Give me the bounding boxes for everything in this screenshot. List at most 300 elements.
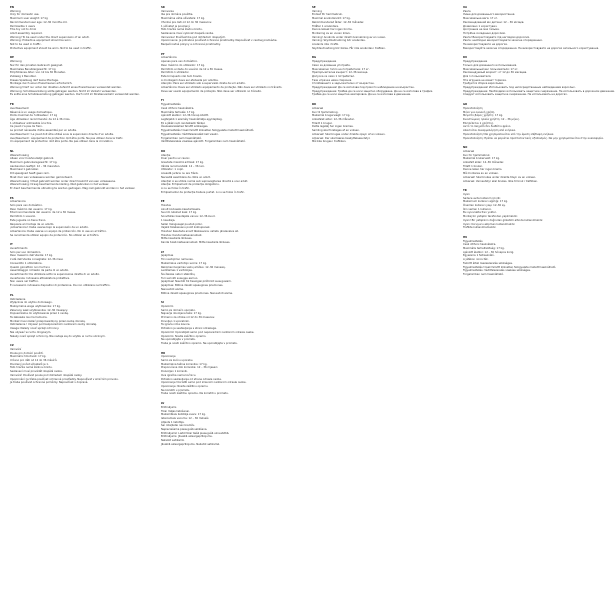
column-2 — [161, 6, 288, 596]
warning-text-line: Varování — [10, 347, 22, 351]
warning-text-line: İzin verilen 1 kullanıcı. — [463, 207, 492, 211]
warning-text-line: Varování! Používat pouze pod dohledem dospělé osoby. — [10, 373, 83, 377]
language-code: FI — [161, 99, 164, 103]
warning-text-line: Προειδοποίηση! Να χρησιμοποιείται υπό την άμεση επίβλεψη ενήλικα. — [463, 132, 555, 136]
warning-text-line: Vhodné pre deti od 12 do 36 mesiacov. — [161, 20, 212, 24]
warning-text-line: Potrebno je sestavljanje s strani odraslega. — [161, 327, 217, 331]
warning-text-line: Advarsel — [312, 106, 324, 110]
warning-text-line: Maksimum kullanıcı ağırlığı: 17 kg. — [463, 200, 508, 204]
warning-block — [161, 6, 288, 47]
warning-text-line: Увага! Використовувати під наглядом дорослих. — [463, 35, 530, 39]
warning-text-line: Upozornění: Je třeba používat ochranné prostředky. Nepoužívat v silničním provozu. — [10, 377, 119, 381]
warning-text-line: Warning: Protective equipment should be worn. — [10, 39, 72, 43]
warning-text-line: Трябва да се носи защитна екипировка. Да не се използва в движение. — [312, 93, 411, 97]
warning-text-line: Kun til hjemmebrug. — [312, 110, 339, 114]
warning-text-line: Preporučena dob korisnika: 12 – 36 mjeseci. — [161, 366, 219, 370]
warning-text-line: Ova igračka nema kočnicu. — [161, 373, 197, 377]
warning-block — [161, 301, 288, 345]
warning-text-line: Maximum gebruikersgewicht: 17 kg. — [10, 161, 58, 165]
warning-block — [10, 294, 137, 338]
warning-text-line: Dette legetøj har ingen bremse. — [312, 125, 354, 129]
warning-text-line: Advertencia — [10, 200, 26, 204]
warning-text-line: Jāvalkā aizsargaprīkojums. Nelietot satiksmē. — [161, 442, 220, 446]
warning-text-line: Advertência: Deve ser utilizado equipamento de proteção. Não deve ser utilizado no trânsito. — [161, 86, 283, 90]
warning-text-line: Maksimal brukervekt: 17 kg. — [463, 157, 500, 161]
warning-text-line: Tillatt 1 bruker. — [463, 164, 483, 168]
warning-text-line: Потрібне складання дорослим. — [463, 31, 506, 35]
language-code: FR — [10, 103, 14, 107]
warning-text-line: Určeno pro děti od 12 do 36 měsíců. — [10, 359, 58, 363]
warning-text-line: A montagem deve ser efetuada por adultos. — [161, 78, 219, 82]
warning-text-line: Legfeljebb 1 személy használhatja egyidejűleg. — [161, 117, 223, 121]
language-code: HR — [161, 351, 166, 355]
warning-text-line: Upozorenje — [161, 355, 176, 359]
warning-text-line: Waarschuwing — [10, 153, 29, 157]
warning-block — [312, 56, 439, 97]
warning-text-line: Šis žaislas neturi stabdžių. — [161, 273, 196, 276]
warning-text-line: Zalecany wiek użytkownika: 12–36 miesięcy. — [10, 308, 68, 312]
warning-text-line: Montaż musi zostać przeprowadzony przez osobę dorosłą. — [10, 319, 86, 323]
warning-text-line: Brīdinājums! Lietot tikai tiešā pieaugušā uzraudzībā. — [161, 431, 230, 435]
language-code: PT — [161, 52, 165, 56]
language-code: SK — [161, 6, 165, 9]
warning-text-line: Maximální hmotnost: 17 kg. — [10, 355, 47, 359]
warning-text-line: Μέγιστο βάρος χρήστη: 17 kg. — [463, 114, 504, 118]
warning-text-line: Συνιστώμενη ηλικία χρήστη: 12 – 36 μήνες. — [463, 117, 521, 121]
warning-text-line: Atļauts 1 lietotājs. — [161, 420, 185, 424]
warning-text-line: Egyszerre 1 felhasználó. — [463, 254, 495, 258]
warning-text-line: Rekommenderad ålder: 12–36 månader. — [312, 20, 365, 24]
language-code: UA — [463, 6, 468, 9]
warning-text-line: Avvertimento — [10, 247, 28, 251]
warning-text-line: Nepieciešama pieaugušā salikšana. — [161, 428, 208, 432]
warning-text-line: Er dient beschermende uitrusting te worden gedragen. Mag niet gebruikt worden in het verkeer. — [10, 186, 136, 190]
warning-text-line: Echipamentul de protecție trebuie purtat. A nu se folosi în trafic. — [161, 190, 245, 194]
warning-text-line: Προειδοποίηση: Πρέπει να φοριέται προστατευτικός εξοπλισμός. Να μην χρησιμοποιείται στην κυκλοφορία. — [463, 136, 604, 140]
warning-text-line: Tato hračka nemá žádnou brzdu. — [10, 366, 53, 370]
warning-text-line: A játékon nincs fék. — [463, 258, 489, 262]
warning-text-line: Bezpečnostné pokyny a ochranné prostriedky. — [161, 43, 221, 47]
warning-text-line: Primerno za otroke od 12 do 36 mesecev. — [161, 316, 215, 320]
warning-text-line: Assemblaggio richiesto da parte di un adulto. — [10, 269, 70, 273]
warning-text-line: A nu se folosi în trafic. — [161, 186, 190, 190]
warning-text-line: 1 kasutaja. — [161, 218, 176, 222]
warning-text-line: Varovanie! Používať iba pod dohľadom dospelých. — [161, 35, 226, 39]
warning-text-line: Maximálna váha užívateľa: 17 kg. — [161, 17, 205, 21]
language-code: PL — [10, 293, 14, 297]
warning-text-line: Nur für den privaten Gebrauch geeignet. — [10, 63, 64, 67]
warning-text-line: Figyelmeztetés! Csak felnőtt közvetlen felügyelete mellett használható. — [463, 265, 557, 269]
warning-text-line: Ajánlott életkor: 12 – 36 hónapos korig. — [463, 250, 515, 254]
warning-text-line: Sestavení musí provádět dospělá osoba. — [10, 370, 63, 374]
warning-block — [463, 146, 590, 183]
warning-text-line: Warnung! Darf nur unter der direkten Aufsicht eines Erwachsenen verwendet werden. — [10, 86, 122, 90]
warning-text-line: Įspėjimas — [161, 254, 174, 258]
warning-text-line: Не використовувати на дорогах. — [463, 43, 508, 47]
warning-text-line: Peso máximo del usuario: 17 kg. — [10, 207, 53, 211]
warning-text-line: Permitido a idade do usuário de 12 a 36 meses. — [161, 67, 224, 71]
warning-text-line: Рекомендований вік дитини: 12 – 36 місяців. — [463, 20, 525, 24]
language-code: EN — [10, 6, 14, 9]
warning-text-line: Максимално тегло на потребителя: 17 кг. — [312, 67, 370, 71]
warning-text-line: Ta zabawka nie ma hamulca. — [10, 316, 48, 320]
warning-text-line: Ajánlott életkor: 12–36 hónap között. — [161, 114, 209, 118]
language-code: NL — [10, 149, 14, 153]
warning-text-line: Permitido 1 utilizador. — [161, 71, 190, 75]
warning-text-line: Waarschuwing: Draag beschermende kleding. Niet gebruiken in het verkeer. — [10, 183, 110, 187]
warning-text-line: Warnung: Schutzausrüstung sollte getragen werden. Nicht im Verkehr verwenden. — [10, 89, 117, 93]
warning-text-line: Waarschuwing ! Moet gebruikt worden onder direct toezicht van een volwassene. — [10, 179, 116, 183]
warning-text-line: Deve ser usado equipamento de proteção. Não deve ser utilizado no trânsito. — [161, 89, 262, 93]
warning-text-line: 1 užívateľ je povolený. — [161, 24, 191, 28]
warning-text-line: Questo giocattolo non ha freni. — [10, 265, 51, 269]
warning-text-line: Această jucărie nu are frână. — [161, 172, 199, 176]
warning-text-line: Kun for hjemmebruk. — [463, 153, 491, 157]
warning-block — [161, 352, 288, 396]
warning-text-line: Tik naudojimui namuose. — [161, 258, 194, 262]
warning-text-line: Összeszereléshez felnőtt szükséges. — [161, 125, 209, 129]
warning-text-line: Opozorilo! Uporabljati samo pod neposrednim nadzorom odrasle osebe. — [161, 330, 255, 334]
warning-text-line: Предупреждение: Трябва да се носи защитно оборудване. Да не се използва в трафик. — [312, 89, 434, 93]
warning-text-line: Рекомендуемый возраст: от 12 до 36 месяцев. — [463, 71, 527, 75]
warning-text-line: 1 utilisateur admissible à la fois. — [10, 121, 53, 125]
warning-text-line: Ieteicamais vecums: 12 – 36 mēneši. — [161, 416, 210, 420]
warning-text-line: Avvertimento! Da utilizzare sotto la supervisione diretta di un adulto. — [10, 273, 100, 276]
warning-text-line: Utilizator: 1 copil. — [161, 168, 184, 172]
warning-text-line: Advarsel: Verneutstyr skal brukes. Ikke til bruk i trafikken. — [463, 179, 539, 183]
warning-block — [463, 56, 615, 97]
warning-block — [10, 103, 137, 144]
warning-text-line: Pouze pro domácí použití. — [10, 351, 44, 355]
warning-text-line: Aanbevolen leeftijd: 12 – 36 maanden. — [10, 164, 61, 168]
language-code: EE — [161, 200, 165, 204]
warning-text-line: Hoiatus — [161, 204, 171, 208]
warning-text-line: Doar pentru uz casnic. — [161, 157, 191, 161]
warning-text-line: Atenção: Para ser utilizado sob a supervisão direta de um adulto. — [161, 82, 246, 86]
warning-text-line: Требуется сборка взрослыми. — [463, 82, 504, 86]
warning-text-line: Advarsel! Skal brukes under direkte tilsyn av en voksen. — [463, 175, 537, 179]
warning-text-line: Alleen voor huishoudelijk gebruik. — [10, 157, 55, 161]
warning-text-line: Vârsta recomandată: 12 – 36 luni. — [161, 164, 205, 168]
language-code: TR — [463, 189, 467, 193]
warning-text-line: Максимальный вес пользователя: 17 кг. — [463, 67, 519, 71]
warning-text-line: Maksymalna waga użytkownika: 17 kg. — [10, 304, 61, 308]
warning-text-line: Denna leksak har ingen broms. — [312, 28, 353, 32]
warning-text-line: Увага — [463, 9, 471, 13]
warning-text-line: Este juguete no tiene freno. — [10, 218, 47, 222]
warning-text-line: Tillåter 1 användare. — [312, 24, 339, 28]
warning-text-line: Soovitatav kasutajate vanus: 12–36 kuud. — [161, 215, 216, 219]
warning-text-line: Skyddsutrustning bör bäras. Får inte användas i trafiken. — [312, 46, 386, 50]
warning-text-line: Denne leken har ingen brems. — [463, 168, 503, 172]
warning-block — [10, 243, 137, 287]
warning-text-line: Un équipement de protection doit être porté. Ne pas utiliser dans la circulation. — [10, 140, 114, 144]
warning-block — [463, 189, 590, 230]
language-code: DK — [312, 103, 317, 107]
warning-text-line: Upozornenie: Je potrebné používať ochranné prostriedky. Nepoužívať v cestnej premávke. — [161, 39, 278, 43]
warning-text-line: Må monteres av en voksen. — [463, 172, 499, 176]
warning-text-line: Trafikte kullanılmamalıdır. — [463, 226, 497, 230]
warning-text-line: Įspėjimas! Naudoti tik tiesiogiai prižiūrint suaugusiam. — [161, 280, 232, 284]
warning-text-line: Дозволено 1 користувач. — [463, 24, 498, 28]
warning-text-line: Bu oyuncakta fren yoktur. — [463, 211, 497, 215]
language-code: ES — [10, 196, 14, 200]
warning-text-line: Препоръчителна възраст: 12–36 месеца. — [312, 71, 369, 75]
warning-text-line: Тази играчка няма спирачка. — [312, 78, 353, 82]
warning-block — [10, 197, 137, 238]
warning-block — [161, 402, 288, 446]
warning-text-line: Сглобяването е задължително от възрастен. — [312, 82, 375, 86]
warning-block — [161, 53, 288, 94]
warning-text-line: Montering av en vuxen krävs. — [312, 31, 351, 35]
warning-text-line: Only for domestic use. — [10, 13, 40, 17]
warning-text-line: Adult assembly required. — [10, 31, 43, 35]
warning-text-line: Es sollte eine Schutzausrüstung getragen werden. Darf nicht im Straßenverkehr verwendet werden. — [10, 93, 140, 97]
warning-text-line: Solo per uso domestico. — [10, 250, 42, 254]
warning-text-line: Maksimal brugervægt: 17 kg. — [312, 114, 351, 118]
warning-text-line: Maximal användarvikt: 17 kg. — [312, 17, 351, 21]
warning-text-line: Tilladt 1 bruger. — [312, 121, 333, 125]
warning-text-line: Sellel mänguasjal puudub pidur. — [161, 222, 203, 226]
warning-text-line: Μόνο για οικιακή χρήση. — [463, 110, 496, 114]
warning-text-line: Ez a játék nem rendelkezik fékkel. — [161, 121, 206, 125]
warning-text-line: Maksimālais lietotāja svars: 17 kg. — [161, 413, 206, 417]
warning-text-line: Dovoljen 1 uporabnik. — [161, 319, 190, 323]
warning-text-line: Leidžiamas 1 vartotojas. — [161, 269, 193, 273]
warning-text-line: Avertissement ! Le jouet doit être utilisé sous la supervision directe d'un adulte. — [10, 132, 114, 136]
warning-text-line: Warning — [10, 9, 21, 13]
warning-block — [161, 150, 288, 194]
warning-text-line: Увага: необхідно використовувати захисне спорядження. — [463, 39, 543, 43]
warning-text-line: Wyłącznie do użytku domowego. — [10, 301, 53, 305]
warning-text-line: Uwaga: Należy nosić sprzęt ochronny. — [10, 327, 60, 331]
warning-text-line: Peso massimo dell'utente: 17 kg. — [10, 254, 54, 258]
warning-text-line: Hoiatus! Kasutada ainult täiskasvanu vahetu järelevalve all. — [161, 229, 239, 233]
warning-text-line: Atenție — [161, 153, 171, 157]
warning-text-line: Greutate maximă admisă: 17 kg. — [161, 161, 204, 165]
warning-text-line: Следует использовать защитное снаряжение. Не использовать на дорогах. — [463, 93, 568, 97]
warning-text-line: Protective equipment should be worn. Not to be used in traffic. — [10, 46, 92, 50]
warning-text-line: Figyelmeztetés — [161, 103, 181, 107]
language-code: BG — [312, 56, 317, 60]
warning-text-line: Należy nosić sprzęt ochronny. Nie nadaje się do użytku w ruchu ulicznym. — [10, 334, 106, 338]
warning-block — [10, 344, 137, 385]
column-1 — [10, 6, 140, 596]
warning-text-line: Ostrzeżenie ! Używać pod bezpośrednim nadzorem osoby dorosłej. — [10, 323, 98, 327]
warning-text-line: Iba pre domáce použitie. — [161, 13, 194, 17]
warning-text-line: Ne uporabljajte v prometu. — [161, 338, 196, 342]
warning-block — [463, 6, 599, 50]
warning-text-line: Povolený počet uživatelů je 1. — [10, 362, 49, 366]
warning-block — [312, 6, 439, 50]
warning-text-line: Nenaudoti eisme. — [161, 287, 184, 291]
warning-text-line: Figyelmeztetés: Védőfelszerelést kell viselni. — [161, 132, 219, 136]
warning-text-line: È necessario indossare dispositivi di protezione. Da non utilizzare nel traffico. — [10, 284, 111, 288]
warning-text-line: Uyarı — [463, 192, 470, 196]
warning-text-line: Максимальна вага: 17 кг. — [463, 17, 498, 21]
warning-text-line: Moet door een volwassene worden gemonteerd. — [10, 175, 73, 179]
warning-text-line: Ce jouet n'a pas de frein. — [10, 125, 43, 129]
warning-text-line: Предупреждение: Необходимо использовать защитное снаряжение. Не использовать в дорожном движении. — [463, 89, 615, 93]
warning-text-line: Samling skal foretages af en voksen. — [312, 129, 360, 133]
warning-text-line: Hoiatus: Kanda kaitsevarustust. — [161, 233, 203, 237]
warning-text-line: Ne koristiti u prometu. — [161, 388, 191, 392]
warning-text-line: Felnőtt általi összeszerelés szükséges. — [463, 261, 513, 265]
warning-text-line: Varning — [312, 9, 322, 13]
language-code: DE — [10, 56, 14, 60]
warning-text-line: Επιτρέπεται 1 χρήστης. — [463, 121, 495, 125]
warning-text-line: Anbefalt alder: 12–36 måneder. — [463, 161, 504, 165]
warning-text-line: Maksimalus vartotojo svoris: 17 kg. — [161, 261, 207, 265]
warning-text-line: Uyarı: Koruyucu ekipman kullanılmalıdır. — [463, 222, 516, 226]
warning-text-line: Endast för hemmabruk. — [312, 13, 343, 17]
warning-text-line: Samo za domačo uporabo. — [161, 308, 196, 312]
warning-text-line: Ta igrača nima zavore. — [161, 323, 191, 327]
warning-text-line: Le produit nécessite d'être assemblé par un adulte. — [10, 129, 77, 133]
warning-text-line: Forgalomban nem használható. — [463, 273, 504, 276]
warning-text-line: Лише для домашнього використання. — [463, 13, 516, 17]
warning-text-line: Būtina dėvėti apsaugines priemones. Nenaudoti eisme. — [161, 291, 233, 295]
warning-text-line: Avvertenza: Indossare attrezzatura protettiva. — [10, 276, 70, 280]
language-code: NO — [463, 146, 468, 150]
warning-text-line: Csak otthoni használatra. — [161, 106, 195, 110]
warning-text-line: Ostrzeżenie — [10, 297, 26, 301]
column-4 — [463, 6, 615, 596]
warning-text-line: Avertissement — [10, 106, 29, 110]
warning-text-line: Brīdinājums — [161, 405, 177, 409]
warning-text-line: Эта игрушка не имеет тормоза. — [463, 78, 507, 82]
warning-text-line: Sestavenie musí vykonať dospelá osoba. — [161, 31, 214, 35]
warning-text-line: Предупреждение! Использовать под непосредственным наблюдением взрослых. — [463, 86, 576, 90]
warning-text-line: Maximales Benutzergewicht: 17 kg — [10, 67, 56, 71]
warning-text-line: Permissible 1 users — [10, 24, 36, 28]
language-code: GR — [463, 103, 468, 107]
warning-block — [463, 103, 604, 140]
warning-text-line: Ainult koduseks kasutamiseks. — [161, 207, 201, 211]
warning-text-line: Використовуйте захисне спорядження. Не використовувати на дорогах загального користування. — [463, 46, 599, 50]
warning-text-line: Poids maximal de l'utilisateur: 17 kg — [10, 114, 58, 118]
warning-text-line: Montaj bir yetişkin tarafından yapılmalıdır. — [463, 215, 518, 219]
warning-text-line: Šai rotaļlietai nav bremžu. — [161, 424, 196, 428]
language-code: LV — [161, 402, 165, 406]
warning-text-line: Figyelmeztetés — [463, 239, 483, 243]
column-3 — [312, 6, 439, 596]
warning-text-line: Mitte kasutada liikluses. — [161, 237, 193, 241]
language-code: SI — [161, 301, 164, 305]
warning-text-line: Figyelmeztetés! Csak felnőtt közvetlen felügyelete mellett használható. — [161, 129, 255, 133]
warning-text-line: Edad recomendada del usuario: de 12 a 36 meses. — [10, 211, 77, 215]
warning-text-line: Vajalik täiskasvanu poolt kokkupanek. — [161, 226, 211, 230]
warning-text-line: This toy not to drink — [10, 28, 37, 32]
warning-text-line: Necesită asamblare de către un adult. — [161, 175, 211, 179]
warning-text-line: Kanda tuleb kaitsevarustust. Mitte kasutada liikluses. — [161, 241, 231, 245]
warning-text-line: Táto hračka nemá žiadnu brzdu. — [161, 28, 203, 32]
warning-text-line: Upozorenje: Nosite zaštitnu opremu. — [161, 384, 209, 388]
warning-text-line: Recommended user age: 12–36 months old. — [10, 20, 68, 24]
warning-text-line: Consentito 1 utilizzatore. — [10, 261, 43, 265]
warning-text-line: Įspėjimas: Būtina dėvėti apsaugines priemones. — [161, 284, 224, 288]
language-code: HU — [463, 235, 468, 239]
warning-text-line: ¡Advertencia!: Debe usarse bajo la supervisión de un adulto. — [10, 226, 89, 230]
warning-text-line: Önerilen kullanıcı yaşı: 12–36 ay. — [463, 204, 506, 208]
warning-text-line: Dozvoljen 1 korisnik. — [161, 370, 188, 374]
warning-text-line: Uyarı! Bir yetişkinin doğrudan gözetimi altında kullanılmalıdır. — [463, 218, 544, 222]
warning-text-line: Αυτό το παιχνίδι δεν διαθέτει φρένο. — [463, 125, 512, 129]
warning-text-line: Permitido 1 usuario. — [10, 215, 36, 219]
warning-text-line: Maximum user weight: 17 kg — [10, 17, 48, 21]
warning-text-line: Допуска се само 1 потребител. — [312, 74, 355, 78]
warning-text-line: Advertência — [161, 56, 177, 60]
warning-text-line: Non usare nel traffico. — [10, 280, 39, 284]
language-code: CZ — [10, 344, 14, 348]
warning-text-line: Advertencia: Debe usarse un equipo de protección. No lo use en el tráfico. — [10, 229, 107, 233]
warning-text-line: Само за домашна употреба. — [312, 63, 351, 67]
warning-text-line: Se recomienda utilizar equipo de protección. No utilizar en el tráfico. — [10, 233, 100, 237]
warning-text-line: Warnung — [10, 60, 22, 64]
warning-text-line: Maximális terhelhetőség: 17 kg. — [463, 247, 505, 251]
language-code: RO — [161, 149, 166, 153]
warning-text-line: Advarsel! Skal bruges under direkte opsyn af en voksen. — [312, 132, 386, 136]
language-code: SE — [312, 6, 316, 9]
warning-block — [10, 56, 140, 97]
warning-block — [161, 251, 288, 295]
warning-text-line: Treba nositi zaštitnu opremu. Ne koristiti u prometu. — [161, 392, 229, 396]
warning-text-line: Peso máximo do utilizador: 17 kg. — [161, 63, 206, 67]
warning-text-line: Apenas para uso doméstico. — [161, 60, 198, 64]
warning-text-line: Zulässig 1 Benutzer. — [10, 74, 37, 78]
warning-text-line: Atenție! A se utiliza numai sub supravegherea directă a unui adult. — [161, 179, 249, 183]
warning-text-line: Предупреждение — [312, 60, 337, 64]
warning-text-line: Warning! To be used under the direct supervision of an adult. — [10, 35, 90, 39]
warning-text-line: Je třeba používat ochranné pomůcky. Nepoužívat v dopravě. — [10, 381, 89, 385]
warning-text-line: Upozorenje! Koristiti samo pod izravnim nadzorom odrasle osobe. — [161, 381, 247, 385]
warning-block — [10, 6, 137, 50]
warning-text-line: Maximális terhelés: 17 kg. — [161, 110, 196, 114]
warning-text-line: Treba je nositi zaščitno opremo. Ne uporabljajte v prometu. — [161, 341, 238, 345]
warning-text-line: Nelietot satiksmē. — [161, 439, 185, 443]
warning-text-line: Solo para uso doméstico. — [10, 204, 43, 208]
warning-text-line: Âge utilisateur recommandé: de 12 à 36 mois. — [10, 117, 71, 121]
warning-text-line: Απαιτείται συναρμολόγηση από ενήλικα. — [463, 129, 516, 133]
warning-text-line: Atenție: Echipament de protecție obligatoriu. — [161, 183, 220, 187]
warning-text-line: Montage durch einen Erwachsenen erforderlich. — [10, 82, 73, 86]
warning-text-line: Må ikke bruges i trafikken. — [312, 140, 347, 144]
warning-text-line: Védőfelszerelés viselése ajánlott. Forgalomban nem használható. — [161, 140, 246, 144]
warning-text-line: Tikai mājas lietošanai. — [161, 409, 190, 413]
warning-text-line: Maksimalna težina korisnika: 17 kg. — [161, 362, 208, 366]
warning-text-line: Este brinquedo não tem travão. — [161, 74, 203, 78]
warning-text-line: Varovanie — [161, 9, 174, 13]
warning-text-line: Varning! Används under direkt övervakning av en vuxen. — [312, 35, 387, 39]
warning-block — [161, 200, 288, 244]
warning-text-line: Maximaal 1 gebruiker. — [10, 168, 39, 172]
warning-text-line: Not to be used in traffic. — [10, 43, 42, 47]
warning-text-line: Opozorilo — [161, 304, 174, 308]
warning-text-line: Προειδοποίηση — [463, 106, 483, 110]
warning-text-line: Advarsel — [463, 149, 475, 153]
warning-text-line: L'età dell'utente consigliata: 12–36 mesi. — [10, 258, 64, 262]
warning-text-line: Réservé à un usage domestique. — [10, 110, 53, 114]
warning-text-line: Brīdinājums: Jāvalkā aizsargaprīkojums. — [161, 435, 213, 439]
warning-text-line: Suurim lubatud kaal: 17 kg. — [161, 211, 197, 215]
warning-text-line: Avertissement : équipement de protection doit être porté. Ne pas utiliser dans le trafic. — [10, 136, 124, 140]
warning-text-line: Только для домашнего использования. — [463, 63, 517, 67]
warning-block — [161, 99, 288, 143]
warning-text-line: Ця іграшка не має гальма. — [463, 28, 500, 32]
warning-text-line: Requiere el montaje de un adulto. — [10, 222, 55, 226]
warning-text-line: Nie używać w ruchu drogowym. — [10, 330, 52, 334]
warning-text-line: Varning: Skyddsutrustning bör användas. — [312, 39, 366, 43]
